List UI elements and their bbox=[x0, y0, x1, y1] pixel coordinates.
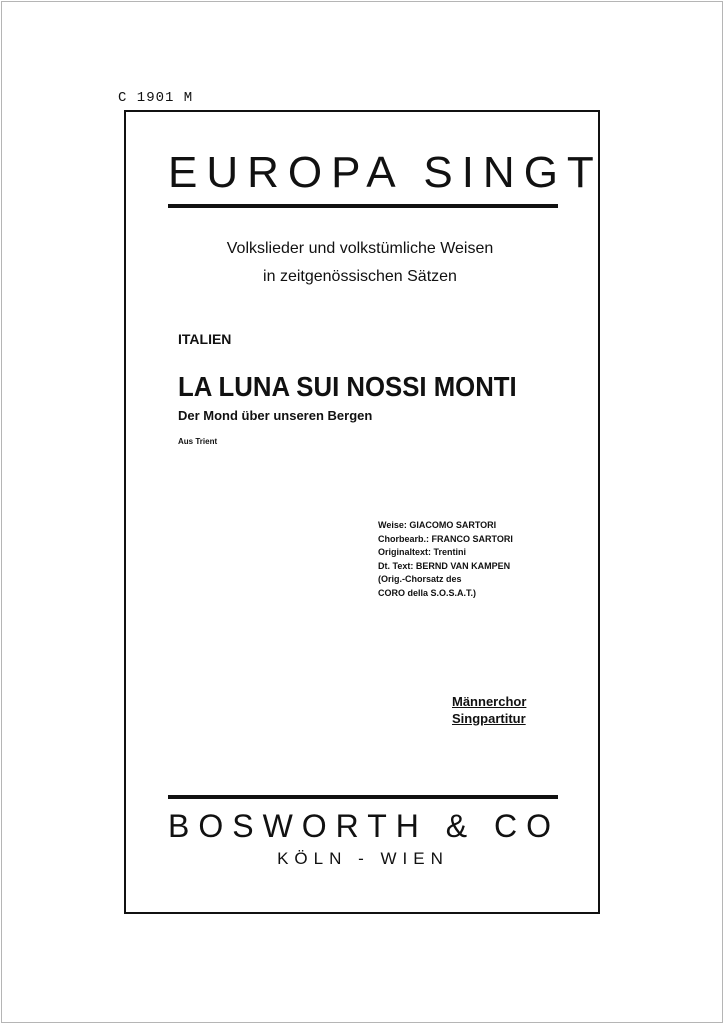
cover-border bbox=[124, 110, 600, 914]
credits-block bbox=[378, 519, 513, 600]
song-title: LA LUNA SUI NOSSI MONTI bbox=[178, 371, 517, 402]
origin-label: Aus Trient bbox=[178, 437, 218, 446]
voicing-label: Männerchor bbox=[452, 694, 527, 709]
edition-label: Singpartitur bbox=[452, 711, 526, 726]
credit-line: (Orig.-Chorsatz des bbox=[378, 574, 462, 584]
top-rule bbox=[168, 204, 558, 208]
country-label: ITALIEN bbox=[178, 331, 232, 347]
credit-line: CORO della S.O.S.A.T.) bbox=[378, 587, 477, 598]
publisher-name: BOSWORTH & CO bbox=[168, 808, 560, 844]
credit-line: Chorbearb.: FRANCO SARTORI bbox=[378, 533, 513, 544]
credit-line: Weise: GIACOMO SARTORI bbox=[378, 520, 497, 530]
publisher-cities: KÖLN - WIEN bbox=[277, 849, 449, 868]
subtitle-line-2: in zeitgenössischen Sätzen bbox=[263, 268, 457, 285]
subtitle-line-1: Volkslieder und volkstümliche Weisen bbox=[226, 240, 494, 257]
catalog-number: C 1901 M bbox=[118, 90, 194, 106]
bottom-rule bbox=[168, 795, 558, 799]
credit-line: Originaltext: Trentini bbox=[378, 547, 467, 557]
song-subtitle: Der Mond über unseren Bergen bbox=[178, 408, 373, 423]
voicing-block bbox=[452, 693, 526, 727]
credit-line: Dt. Text: BERND VAN KAMPEN bbox=[378, 560, 511, 571]
series-title: EUROPA SINGT bbox=[168, 148, 603, 197]
